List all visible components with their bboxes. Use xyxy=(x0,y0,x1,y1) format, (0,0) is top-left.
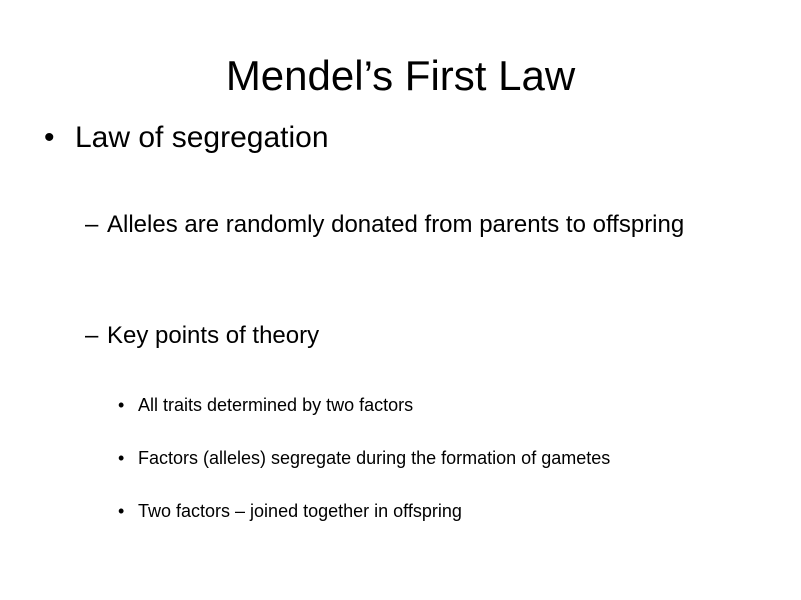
bullet-text: Law of segregation xyxy=(75,121,329,154)
subbullet-dash: – xyxy=(85,322,99,349)
point-text: Factors (alleles) segregate during the formation of gametes xyxy=(138,448,611,468)
point-dot: • xyxy=(118,501,125,521)
subbullet-alleles-donated xyxy=(85,209,725,241)
point-text: Two factors – joined together in offspring xyxy=(138,501,462,521)
point-dot: • xyxy=(118,395,125,415)
point-joined-together xyxy=(118,500,778,522)
subbullet-text: Alleles are randomly donated from parents to offspring xyxy=(107,211,685,238)
point-text: All traits determined by two factors xyxy=(138,395,414,415)
subbullet-key-points xyxy=(85,320,725,352)
bullet-dot: • xyxy=(44,121,55,154)
point-factors-segregate xyxy=(118,447,778,469)
subbullet-text: Key points of theory xyxy=(107,322,320,349)
bullet-law-of-segregation xyxy=(44,120,764,156)
subbullet-dash: – xyxy=(85,211,99,238)
slide-title: Mendel’s First Law xyxy=(225,52,576,99)
point-dot: • xyxy=(118,448,125,468)
point-two-factors xyxy=(118,394,778,416)
